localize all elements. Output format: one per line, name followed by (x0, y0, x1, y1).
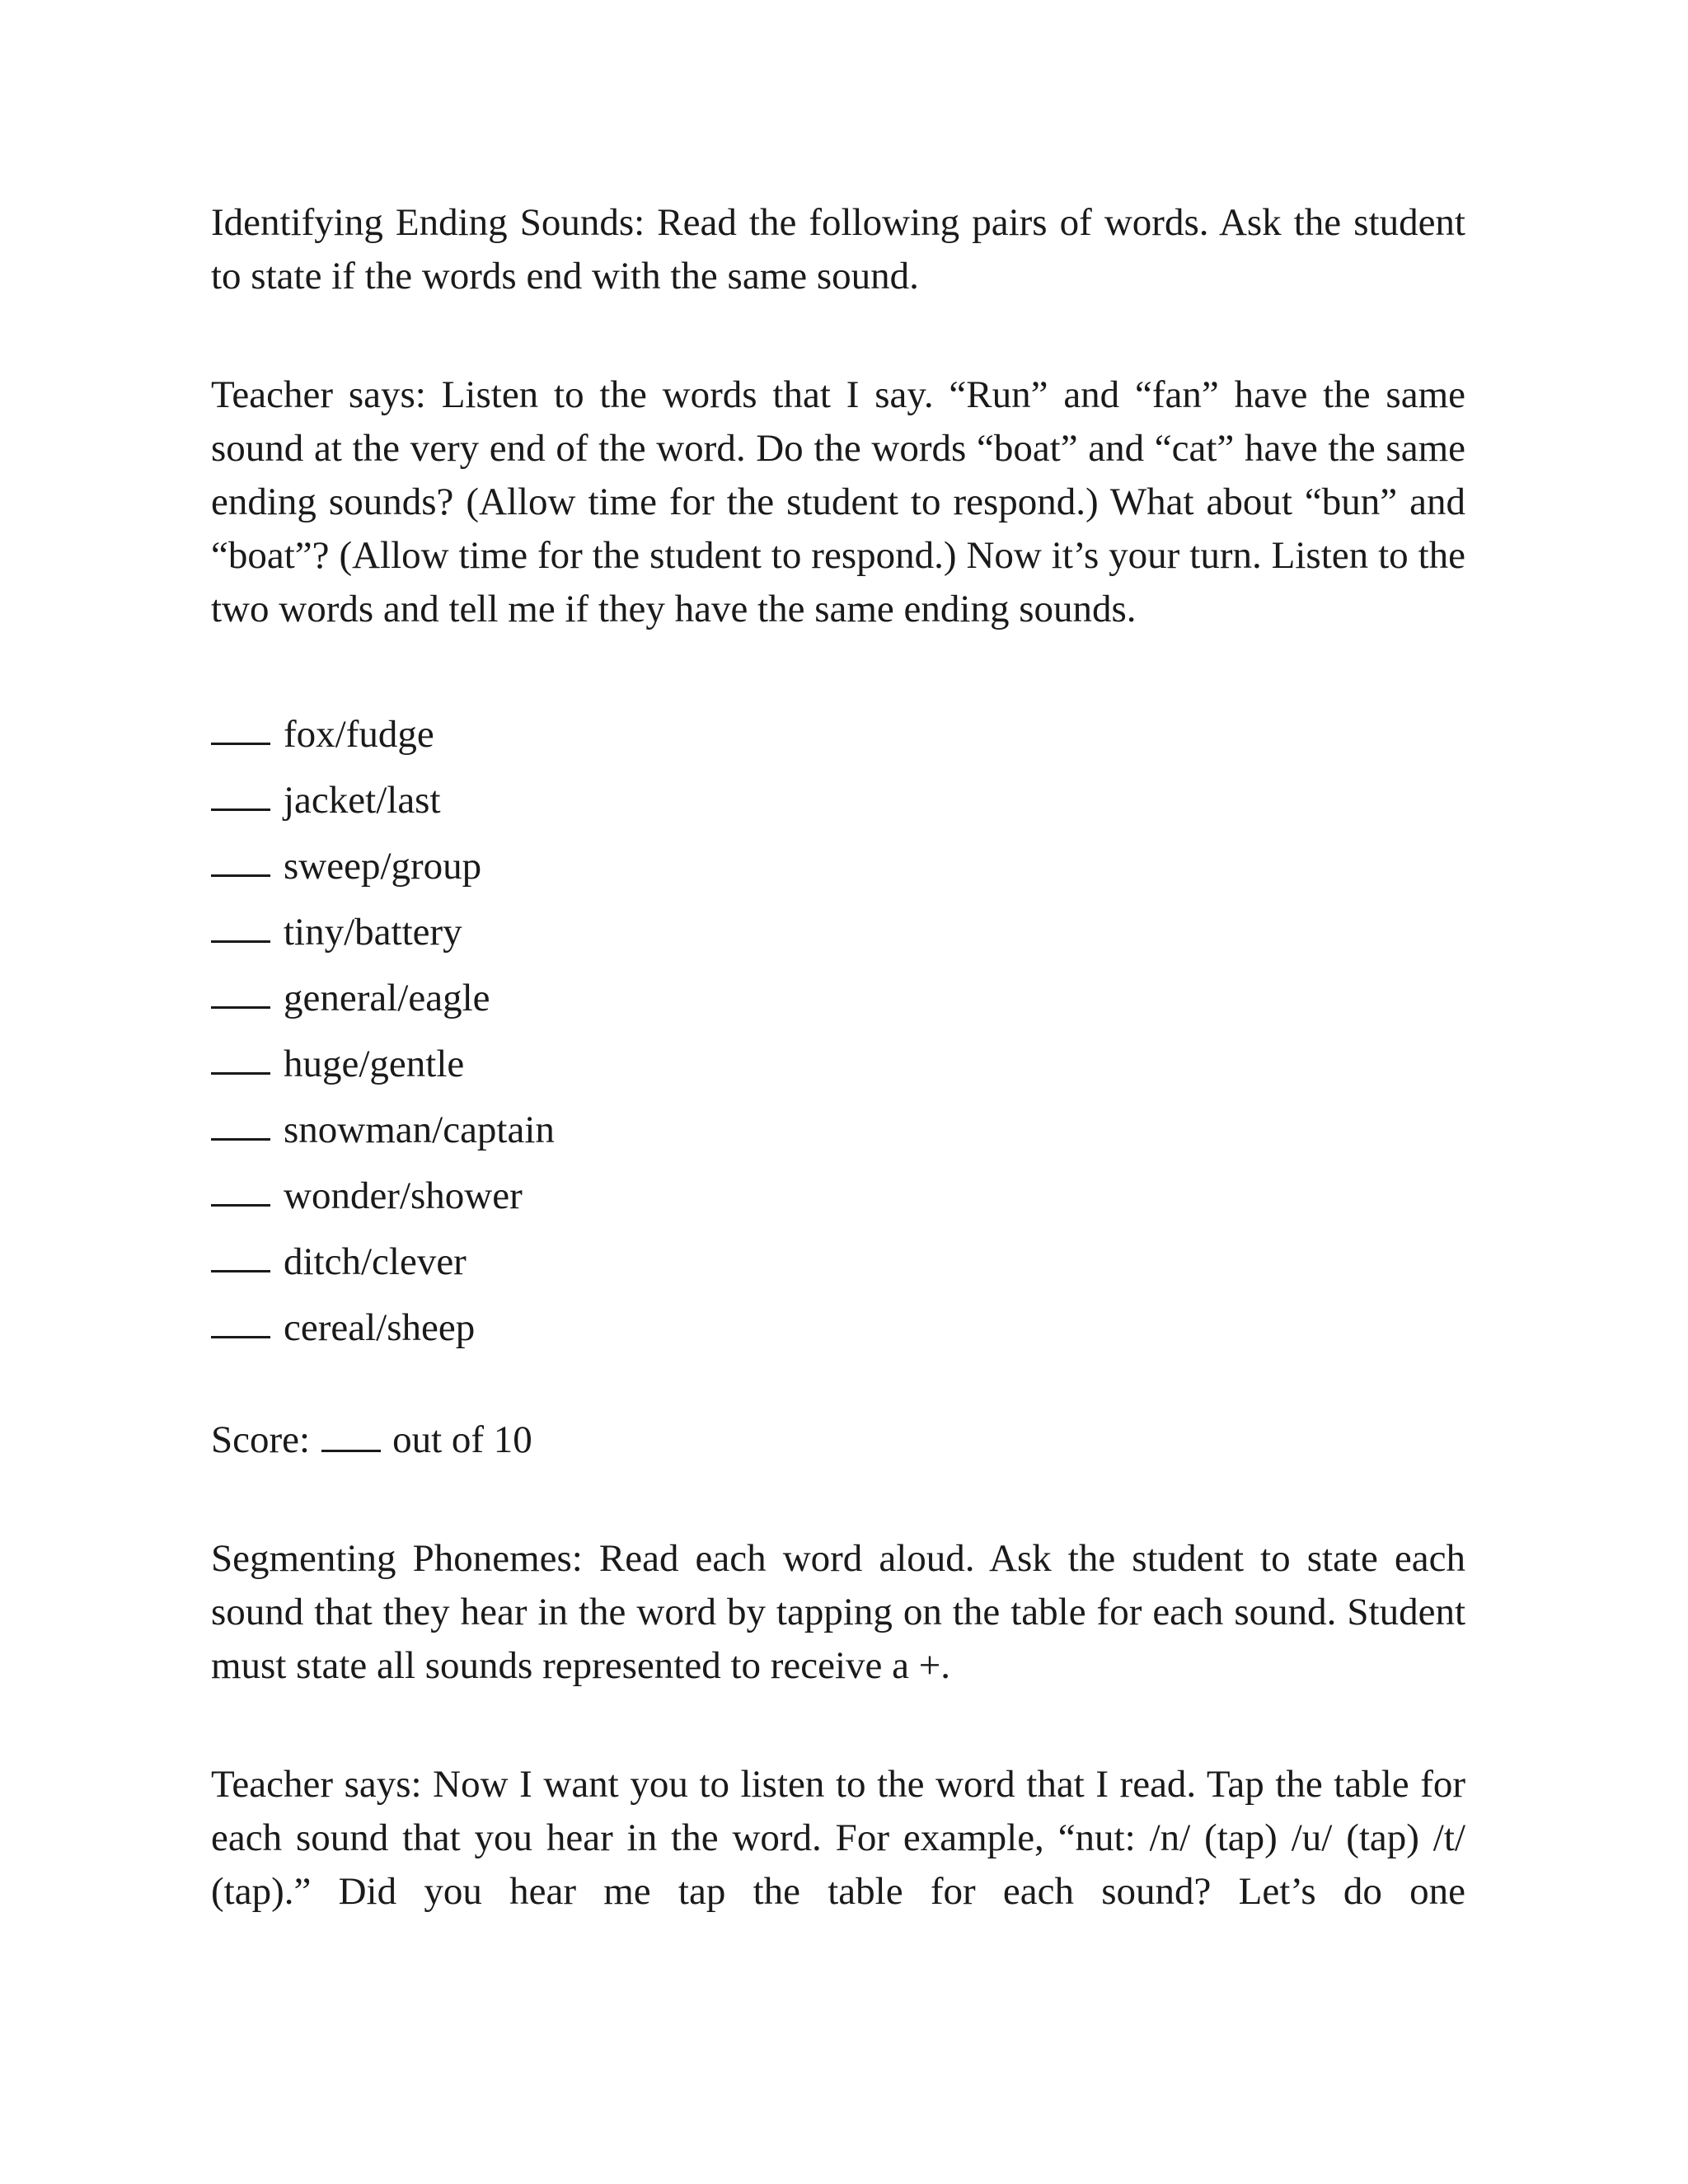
score-label: Score: (211, 1418, 311, 1461)
segmenting-teacher-says: Teacher says: Now I want you to listen to the word that I read. Tap the table for each sound that you hear in the word. For example, “nut: /n/ (tap) /u/ (tap) /t/ (tap).” Did you hear me tap the table for each sound? Let’s do one (211, 1763, 1465, 1913)
list-item (211, 1031, 1465, 1097)
answer-blank (211, 973, 270, 1009)
spacer (211, 1467, 1465, 1532)
list-item (211, 767, 1465, 833)
answer-blank (211, 1039, 270, 1075)
score-line (211, 1413, 1465, 1467)
spacer (211, 636, 1465, 701)
list-item (211, 1097, 1465, 1163)
word-pair: sweep/group (284, 845, 482, 888)
score-blank (321, 1417, 381, 1452)
word-pair: snowman/captain (284, 1108, 555, 1151)
word-pair: ditch/clever (284, 1240, 467, 1283)
answer-blank (211, 907, 270, 943)
spacer (211, 1693, 1465, 1758)
word-pair: fox/fudge (284, 713, 434, 756)
list-item (211, 833, 1465, 899)
ending-sounds-instructions: Identifying Ending Sounds: Read the following pairs of words. Ask the student to state if the words end with the same sound. (211, 201, 1465, 298)
word-pair: cereal/sheep (284, 1306, 476, 1349)
list-item (211, 1163, 1465, 1229)
list-item (211, 1229, 1465, 1295)
answer-blank (211, 776, 270, 811)
list-item (211, 701, 1465, 767)
list-item (211, 1295, 1465, 1361)
answer-blank (211, 1171, 270, 1207)
answer-blank (211, 1237, 270, 1272)
word-pair: tiny/battery (284, 911, 462, 954)
ending-sounds-teacher-says: Teacher says: Listen to the words that I say. “Run” and “fan” have the same sound at the very end of the word. Do the words “boat” and “cat” have the same ending sounds? (Allow time for the student to respond.) What about “bun” and “boat”? (Allow time for the student to respond.) Now it’s your turn. Listen to the two words and tell me if they have the same ending sounds. (211, 373, 1465, 630)
score-suffix: out of 10 (392, 1418, 532, 1461)
answer-blank (211, 1105, 270, 1141)
word-pair-list (211, 701, 1465, 1361)
word-pair: wonder/shower (284, 1174, 523, 1217)
list-item (211, 899, 1465, 965)
list-item (211, 965, 1465, 1031)
spacer (211, 303, 1465, 368)
answer-blank (211, 710, 270, 745)
word-pair: general/eagle (284, 977, 490, 1019)
answer-blank (211, 1303, 270, 1338)
document-content (211, 196, 1465, 1919)
segmenting-instructions: Segmenting Phonemes: Read each word aloud. Ask the student to state each sound that they hear in the word by tapping on the table for each sound. Student must state all sounds represented to receive a +. (211, 1537, 1465, 1687)
spacer (211, 1361, 1465, 1413)
word-pair: huge/gentle (284, 1043, 465, 1085)
answer-blank (211, 841, 270, 877)
word-pair: jacket/last (284, 779, 441, 822)
